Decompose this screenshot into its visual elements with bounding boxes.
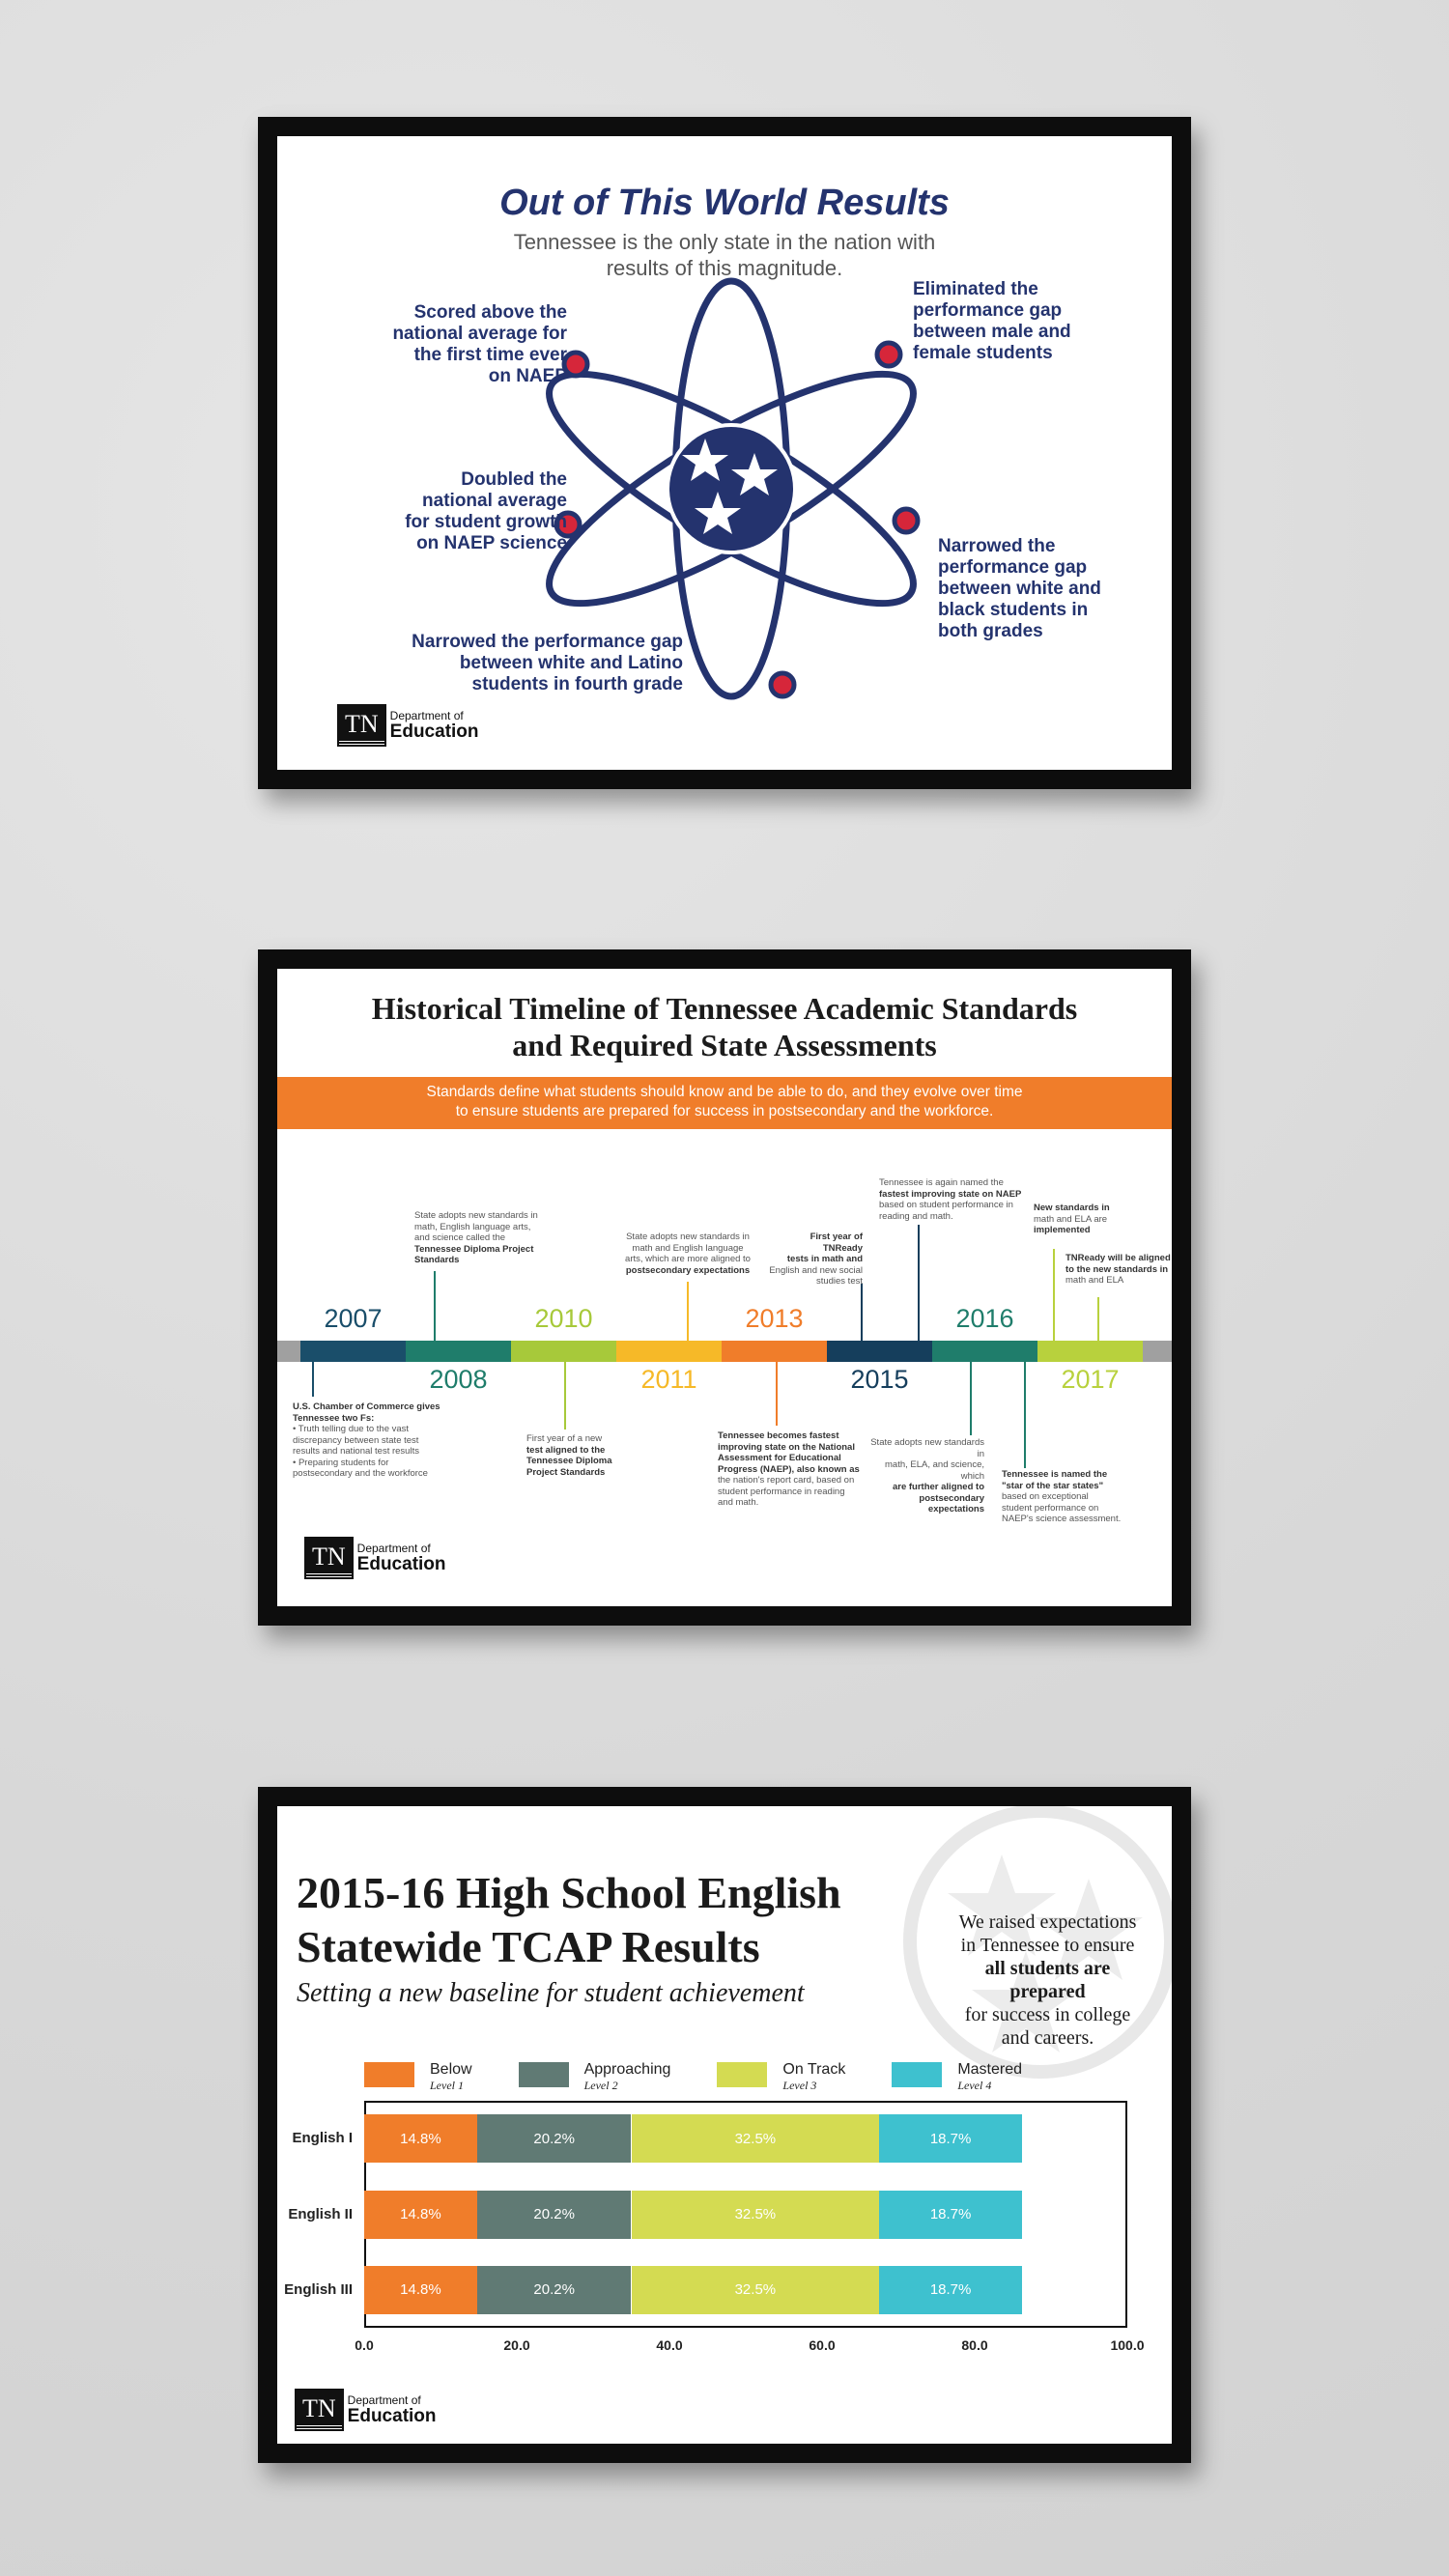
- note-2008: [414, 1210, 559, 1266]
- note-line: arts, which are more aligned to: [625, 1254, 751, 1264]
- note-line: tests in math and: [786, 1254, 863, 1264]
- note-line: postsecondary expectations: [919, 1492, 984, 1514]
- callout-naep-average: [355, 302, 567, 387]
- category-label: English II: [288, 2205, 353, 2222]
- connector-line: [1024, 1362, 1026, 1468]
- bar-segment: 18.7%: [879, 2266, 1022, 2314]
- poster-out-of-this-world: [258, 117, 1191, 789]
- title-line: Statewide TCAP Results: [297, 1922, 760, 1971]
- legend-label: [782, 2062, 845, 2093]
- note-line: student performance on: [1002, 1502, 1099, 1514]
- legend-name: Approaching: [583, 2061, 671, 2078]
- bar-segment: 32.5%: [632, 2114, 880, 2163]
- expectations-callout: [949, 1911, 1147, 2050]
- subtitle-line: results of this magnitude.: [606, 256, 843, 280]
- note-line: postsecondary and the workforce: [293, 1468, 428, 1479]
- note-line: TNReady will be aligned: [1065, 1253, 1171, 1263]
- callout-line: Narrowed the performance gap: [412, 632, 683, 652]
- x-tick-label: 80.0: [961, 2337, 988, 2353]
- legend-name: Below: [430, 2061, 472, 2078]
- legend-item: [892, 2062, 1022, 2101]
- connector-line: [1053, 1249, 1055, 1341]
- callout-line: national average: [422, 491, 567, 511]
- callout-line: students in fourth grade: [471, 674, 683, 694]
- note-line: are further aligned to: [892, 1482, 984, 1492]
- callout-line: Narrowed the: [938, 536, 1056, 556]
- logo-line: Department of: [389, 708, 464, 722]
- stacked-bar: [364, 2114, 1127, 2163]
- note-line: and math.: [718, 1497, 759, 1508]
- chart-legend: [364, 2062, 1040, 2101]
- legend-item: [519, 2062, 671, 2101]
- connector-line: [434, 1271, 436, 1341]
- note-line: State adopts new standards in: [414, 1210, 538, 1221]
- note-2007: [293, 1401, 447, 1480]
- note-line: New standards in: [1034, 1203, 1110, 1213]
- note-line: math, English language arts,: [414, 1221, 531, 1232]
- note-line: postsecondary expectations: [625, 1264, 751, 1276]
- callout-line: black students in: [938, 600, 1089, 620]
- legend-swatch: [364, 2062, 414, 2087]
- callout-line: Eliminated the: [913, 279, 1038, 299]
- connector-line: [776, 1362, 778, 1426]
- note-line: • Preparing students for: [293, 1457, 389, 1468]
- x-tick-label: 0.0: [355, 2337, 374, 2353]
- note-line: Progress (NAEP), also known as: [718, 1463, 860, 1475]
- note-2013: [718, 1430, 872, 1509]
- note-line: Assessment for Educational: [718, 1453, 841, 1463]
- note-line: and science called the: [414, 1232, 506, 1243]
- timeline-year-label: 2017: [1061, 1365, 1120, 1394]
- legend-item: [364, 2062, 472, 2101]
- note-2016-star: [1002, 1469, 1127, 1525]
- note-line: First year of TNReady: [810, 1231, 863, 1254]
- band-line: Standards define what students should know and be able to do, and they evolve over time: [426, 1084, 1023, 1100]
- bar-segment: 20.2%: [477, 2191, 632, 2239]
- note-line: Project Standards: [526, 1466, 606, 1478]
- legend-item: [717, 2062, 845, 2101]
- note-line: improving state on the National: [718, 1441, 855, 1453]
- callout-line: national average for: [392, 324, 567, 344]
- note-line: reading and math.: [879, 1210, 953, 1222]
- band-line: to ensure students are prepared for success in postsecondary and the workforce.: [455, 1103, 994, 1119]
- note-line: math and ELA: [1065, 1275, 1124, 1286]
- note-line: studies test: [815, 1276, 863, 1287]
- note-line: math and ELA are: [1034, 1213, 1108, 1225]
- note-line: Tennessee becomes fastest: [718, 1430, 839, 1441]
- note-line: implemented: [1034, 1225, 1091, 1235]
- callout-latino-gap: [374, 632, 683, 695]
- orbit-dot: [564, 353, 587, 376]
- title-line: and Required State Assessments: [512, 1028, 937, 1062]
- poster-subtitle: Setting a new baseline for student achievement: [297, 1978, 805, 2008]
- note-line: student performance in reading: [718, 1486, 845, 1497]
- callout-line: and careers.: [1001, 2027, 1094, 2049]
- callout-line: performance gap: [938, 557, 1088, 578]
- note-line: discrepancy between state test: [293, 1434, 419, 1446]
- tn-education-logo: [306, 1539, 446, 1577]
- legend-swatch: [717, 2062, 767, 2087]
- bar-segment: 14.8%: [364, 2266, 477, 2314]
- logo-text: [390, 710, 479, 742]
- bar-segment: 18.7%: [879, 2114, 1022, 2163]
- note-2017-tnready: [1065, 1253, 1172, 1287]
- timeline-year-label: 2008: [429, 1365, 488, 1394]
- stacked-bar: [364, 2191, 1127, 2239]
- orbit-dot: [877, 343, 900, 366]
- note-line: based on exceptional: [1002, 1491, 1089, 1502]
- connector-line: [970, 1362, 972, 1435]
- legend-level: Level 4: [957, 2079, 992, 2092]
- note-2011: [606, 1231, 770, 1276]
- note-line: the nation's report card, based on: [718, 1475, 855, 1486]
- poster-tcap-results: [258, 1787, 1191, 2463]
- note-line: math and English language: [632, 1242, 744, 1254]
- category-label: English I: [292, 2130, 353, 2147]
- callout-line: on NAEP: [488, 366, 567, 386]
- poster-historical-timeline: [258, 949, 1191, 1626]
- note-2016-standards: [865, 1437, 984, 1515]
- logo-line: Education: [389, 721, 479, 742]
- note-line: NAEP's science assessment.: [1002, 1514, 1122, 1524]
- note-line: test aligned to the: [526, 1444, 606, 1456]
- callout-naep-science: [355, 469, 567, 554]
- note-line: English and new social: [769, 1264, 863, 1276]
- timeline-year-label: 2010: [534, 1304, 593, 1333]
- bar-segment: 18.7%: [879, 2191, 1022, 2239]
- note-line: fastest improving state on NAEP: [879, 1188, 1022, 1200]
- timeline-year-label: 2007: [324, 1304, 383, 1333]
- category-label: English III: [284, 2280, 353, 2298]
- bar-segment: 20.2%: [477, 2266, 632, 2314]
- x-tick-label: 100.0: [1110, 2337, 1145, 2353]
- note-line: "star of the star states": [1002, 1480, 1104, 1491]
- callout-line: for success in college: [964, 2004, 1131, 2025]
- legend-level: Level 3: [782, 2079, 817, 2092]
- note-line: State adopts new standards in: [870, 1437, 984, 1459]
- orbit-dot: [895, 509, 918, 532]
- title-line: Historical Timeline of Tennessee Academic Standards: [371, 991, 1078, 1026]
- legend-label: [430, 2062, 472, 2093]
- tn-education-logo: [297, 2391, 437, 2429]
- tn-logo-mark: TN: [306, 1539, 352, 1577]
- note-line: based on student performance in: [879, 1200, 1013, 1210]
- bar-segment: 32.5%: [632, 2191, 880, 2239]
- orbit-dot: [771, 673, 794, 696]
- callout-line: We raised expectations: [958, 1911, 1137, 1933]
- x-tick-label: 60.0: [809, 2337, 836, 2353]
- legend-label: [957, 2062, 1022, 2093]
- callout-line: between white and Latino: [459, 653, 683, 673]
- note-line: State adopts new standards in: [626, 1231, 750, 1242]
- note-line: results and national test results: [293, 1446, 419, 1457]
- bar-segment: 32.5%: [632, 2266, 880, 2314]
- x-tick-label: 20.0: [503, 2337, 530, 2353]
- note-line: Tennessee is again named the: [879, 1177, 1004, 1188]
- note-line: math, ELA, and science, which: [885, 1459, 984, 1482]
- note-line: Tennessee two Fs:: [293, 1412, 375, 1424]
- poster-mat: [277, 1806, 1172, 2444]
- timeline-year-label: 2011: [640, 1365, 697, 1394]
- connector-line: [687, 1282, 689, 1341]
- callout-gender-gap: [913, 279, 1125, 364]
- note-line: Tennessee Diploma Project: [414, 1243, 534, 1255]
- title-line: 2015-16 High School English: [297, 1868, 841, 1917]
- connector-line: [564, 1362, 566, 1430]
- connector-line: [918, 1225, 920, 1341]
- legend-label: [584, 2062, 671, 2093]
- tn-logo-mark: TN: [297, 2391, 342, 2429]
- poster-mat: [277, 969, 1172, 1606]
- callout-line: between white and: [938, 579, 1101, 599]
- poster-mat: [277, 136, 1172, 770]
- callout-black-gap: [938, 536, 1151, 642]
- legend-swatch: [519, 2062, 569, 2087]
- logo-line: Department of: [347, 2392, 421, 2407]
- note-line: First year of a new: [526, 1433, 603, 1444]
- stacked-bar-chart: [284, 2101, 1145, 2381]
- note-line: Standards: [414, 1255, 460, 1265]
- callout-line: female students: [913, 343, 1053, 363]
- note-line: Tennessee Diploma: [526, 1456, 612, 1466]
- logo-text: [357, 1543, 446, 1574]
- tn-education-logo: [339, 706, 479, 745]
- bar-segment: 14.8%: [364, 2191, 477, 2239]
- x-tick-label: 40.0: [656, 2337, 683, 2353]
- callout-line: Scored above the: [413, 302, 567, 323]
- note-2017-standards: [1034, 1203, 1140, 1236]
- legend-level: Level 1: [430, 2079, 464, 2092]
- callout-line: on NAEP science: [416, 533, 567, 553]
- note-2010: [526, 1433, 642, 1478]
- callout-line: between male and: [913, 322, 1071, 342]
- callout-line: in Tennessee to ensure: [960, 1935, 1135, 1956]
- timeline-year-label: 2016: [955, 1304, 1014, 1333]
- note-line: Tennessee is named the: [1002, 1469, 1108, 1480]
- legend-name: Mastered: [957, 2061, 1023, 2078]
- connector-line: [1097, 1297, 1099, 1341]
- note-line: U.S. Chamber of Commerce gives: [293, 1401, 440, 1412]
- logo-line: Education: [347, 2405, 437, 2426]
- connector-line: [861, 1284, 863, 1341]
- note-line: to the new standards in: [1065, 1263, 1169, 1275]
- stacked-bar: [364, 2266, 1127, 2314]
- bar-segment: 20.2%: [477, 2114, 632, 2163]
- callout-line: both grades: [938, 621, 1043, 641]
- timeline-year-label: 2013: [745, 1304, 804, 1333]
- bar-segment: 14.8%: [364, 2114, 477, 2163]
- tn-logo-mark: TN: [339, 706, 384, 745]
- note-line: • Truth telling due to the vast: [293, 1424, 410, 1434]
- legend-swatch: [892, 2062, 942, 2087]
- note-2015-naep: [879, 1177, 1034, 1222]
- legend-level: Level 2: [583, 2079, 618, 2092]
- callout-line: for student growth: [405, 512, 567, 532]
- callout-line: Doubled the: [461, 469, 567, 490]
- poster-title: Out of This World Results: [499, 183, 950, 223]
- subtitle-line: Tennessee is the only state in the nation with: [513, 230, 936, 254]
- logo-line: Department of: [356, 1541, 431, 1555]
- note-2015-tnready: [768, 1231, 863, 1288]
- logo-text: [348, 2394, 437, 2426]
- logo-line: Education: [356, 1553, 446, 1574]
- poster-title: [297, 1866, 841, 1974]
- legend-name: On Track: [782, 2061, 846, 2078]
- timeline-year-label: 2015: [850, 1365, 909, 1394]
- callout-line: performance gap: [913, 300, 1063, 321]
- connector-line: [312, 1362, 314, 1397]
- callout-line: the first time ever: [413, 345, 567, 365]
- callout-line: all students are prepared: [984, 1958, 1111, 2002]
